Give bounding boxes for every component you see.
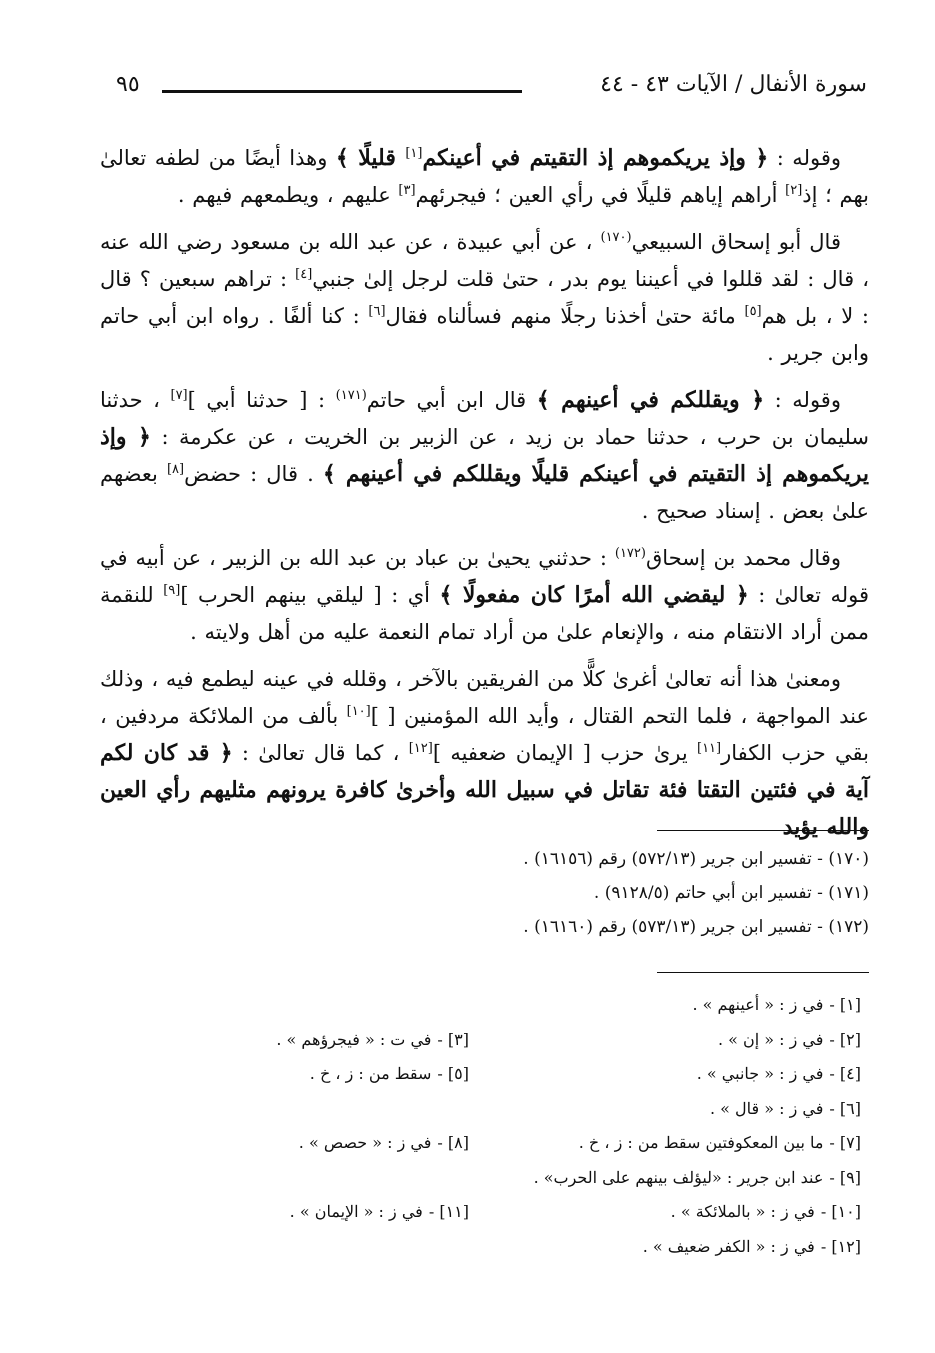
quran-quote: ﴿ وإذ يريكموهم إذ التقيتم في أعينكم: [422, 145, 769, 171]
note-number: [٧] -: [829, 1133, 861, 1152]
quran-quote: ﴿ ويقللكم في أعينهم ﴾: [536, 387, 765, 413]
edit-note: [718, 1023, 861, 1058]
source-footnote: (١٧٠) - تفسير ابن جرير (٥٧٢/١٣) رقم (١٦١٥٦) .: [523, 849, 869, 869]
note-number: [٨] -: [437, 1133, 469, 1152]
text-run: : كنا ألفًا . رواه ابن أبي حاتم وابن جرير .: [100, 304, 869, 365]
quran-quote: قليلًا ﴾: [335, 145, 406, 171]
note-text: عند ابن جرير : «ليؤلف بينهم على الحرب» .: [533, 1167, 824, 1187]
note-text: سقط من : ز ، خ .: [309, 1064, 432, 1083]
notes-rule: [657, 972, 869, 973]
edit-note: [710, 1092, 861, 1127]
text-run: : حدثني يحيىٰ بن عباد بن عبد الله بن الزبير ، عن أبيه في قوله تعالىٰ :: [100, 546, 870, 607]
text-run: مائة حتىٰ أخذنا رجلًا منهم فسألناه فقال: [385, 304, 745, 328]
edit-note: [643, 1230, 861, 1265]
text-run: وقوله :: [768, 146, 841, 170]
note-marker: [٨]: [166, 462, 185, 477]
note-marker: [٢]: [785, 183, 803, 198]
note-number: [٥] -: [437, 1064, 469, 1083]
source-footnote: (١٧١) - تفسير ابن أبي حاتم (٩١٢٨/٥) .: [593, 883, 869, 903]
text-run: للنقمة ممن أراد الانتقام منه ، والإنعام علىٰ من أراد تمام النعمة عليه من أهل ولايته .: [100, 583, 869, 644]
text-run: ، كما قال تعالىٰ :: [232, 741, 409, 765]
notes-row: [169, 1195, 869, 1230]
footnote-rule: [657, 830, 869, 831]
text-run: قال أبو إسحاق السبيعي: [631, 230, 841, 254]
note-number: [١] -: [829, 995, 861, 1014]
note-text: في ز : « جانبي » .: [696, 1064, 824, 1083]
note-text: في ز : « قال » .: [709, 1098, 824, 1118]
note-marker: [٤]: [295, 267, 313, 282]
edit-note: [671, 1195, 861, 1230]
text-run: يرىٰ حزب [ الإيمان ضعفيه ]: [432, 741, 697, 765]
paragraph-2: [100, 224, 869, 372]
text-run: قال ابن أبي حاتم: [366, 388, 537, 412]
text-run: أي : [ ليلقي بينهم الحرب ]: [180, 583, 440, 607]
note-marker: [١٢]: [408, 741, 433, 756]
note-text: في ت : « فيجرؤهم » .: [276, 1029, 432, 1049]
note-marker: [١٠]: [346, 704, 371, 719]
source-list: [449, 842, 869, 944]
note-text: في ز : « حصص » .: [298, 1133, 432, 1152]
notes-row: [169, 1092, 869, 1127]
notes-row: [169, 1023, 869, 1058]
source-footnote: (١٧٢) - تفسير ابن جرير (٥٧٣/١٣) رقم (١٦١٦٠) .: [523, 917, 869, 937]
running-title: سورة الأنفال / الآيات ٤٣ - ٤٤: [600, 72, 867, 97]
footnote-marker: (١٧٠): [600, 230, 632, 245]
note-text: في ز : « أعينهم » .: [692, 995, 824, 1014]
note-number: [١٠] -: [820, 1202, 861, 1221]
quran-quote: ﴿ ليقضي الله أمرًا كان مفعولًا ﴾: [439, 582, 749, 608]
header-rule: [162, 90, 522, 93]
note-number: [١١] -: [428, 1202, 469, 1221]
note-marker: [٥]: [744, 304, 762, 319]
note-marker: [٧]: [170, 388, 188, 403]
notes-row: [169, 1230, 869, 1265]
note-marker: [١]: [405, 146, 423, 161]
edit-note: [310, 1057, 469, 1092]
note-number: [١٢] -: [820, 1236, 861, 1256]
paragraph-5: [100, 661, 869, 846]
note-text: في ز : « إن » .: [717, 1029, 824, 1049]
text-run: ، عن أبي عبيدة ، عن عبد الله بن مسعود رضي الله عنه ، قال : لقد قللوا في أعيننا يوم بدر ، حتىٰ قلت لرجل إلىٰ جنبي: [100, 230, 869, 291]
edit-note: [290, 1195, 469, 1230]
text-run: بألف من الملائكة مردفين ، بقي حزب الكفار: [100, 704, 869, 765]
notes-row: [169, 1161, 869, 1196]
note-number: [٦] -: [829, 1098, 861, 1118]
text-run: ومعنىٰ هذا أنه تعالىٰ أغرىٰ كلًّا من الفريقين بالآخر ، وقلله في عينه ليطمع فيه ، وذلك عند المواجهة ، فلما التحم القتال ، وأيد الله المؤمنين [ ]: [100, 667, 870, 728]
note-number: [٢] -: [829, 1029, 861, 1049]
paragraph-3: [100, 382, 869, 530]
note-text: في ز : « بالملائكة » .: [670, 1202, 815, 1221]
text-run: بعضهم علىٰ بعض . إسناد صحيح .: [100, 462, 869, 523]
page-header: [100, 68, 867, 108]
note-number: [٣] -: [437, 1029, 469, 1049]
edit-note: [534, 1161, 861, 1196]
text-run: وهذا أيضًا من لطفه تعالىٰ بهم ؛ إذ: [100, 146, 869, 207]
note-number: [٩] -: [829, 1167, 861, 1187]
text-run: ، حدثنا سليمان بن حرب ، حدثنا حماد بن زيد ، عن الزبير بن الخريت ، عن عكرمة :: [100, 388, 869, 449]
edit-note: [692, 988, 861, 1023]
note-text: ما بين المعكوفتين سقط من : ز ، خ .: [578, 1133, 824, 1152]
page-number: ٩٥: [116, 72, 140, 97]
text-run: : تراهم سبعين ؟ قال : لا ، بل هم: [100, 267, 869, 328]
edit-note: [697, 1057, 861, 1092]
text-run: عليهم ، ويطمعهم فيهم .: [177, 183, 399, 207]
note-marker: [١١]: [696, 741, 722, 756]
note-number: [٤] -: [829, 1064, 861, 1083]
notes-row: [169, 1126, 869, 1161]
paragraph-4: [100, 540, 869, 651]
notes-row: [169, 988, 869, 1023]
note-marker: [٣]: [398, 183, 416, 198]
paragraph-1: [100, 140, 869, 214]
text-run: وقوله :: [764, 388, 841, 412]
footnote-marker: (١٧١): [335, 388, 367, 403]
main-text: [100, 140, 869, 856]
edit-note: [579, 1126, 861, 1161]
text-run: أراهم إياهم قليلًا في رأي العين ؛ فيجرئهم: [415, 183, 786, 207]
note-text: في ز : « الإيمان » .: [289, 1202, 423, 1221]
edit-note: [299, 1126, 469, 1161]
notes-grid: [169, 988, 869, 1264]
notes-row: [169, 1057, 869, 1092]
quran-quote: ﴿ وإذ يريكموهم إذ التقيتم في أعينكم قليلًا ويقللكم في أعينهم ﴾: [100, 424, 869, 487]
note-marker: [٩]: [163, 583, 181, 598]
edit-note: [276, 1023, 469, 1058]
quran-quote: ﴿ قد كان لكم آية في فئتين التقتا فئة تقاتل في سبيل الله وأخرىٰ كافرة يرونهم مثليهم رأي العين والله يؤيد: [100, 740, 869, 840]
note-marker: [٦]: [368, 304, 386, 319]
text-run: : [ حدثنا أبي ]: [187, 388, 336, 412]
text-run: . قال : حضض: [184, 462, 323, 486]
footnote-marker: (١٧٢): [614, 546, 646, 561]
text-run: وقال محمد بن إسحاق: [645, 546, 842, 570]
note-text: في ز : « الكفر ضعيف » .: [642, 1236, 815, 1256]
